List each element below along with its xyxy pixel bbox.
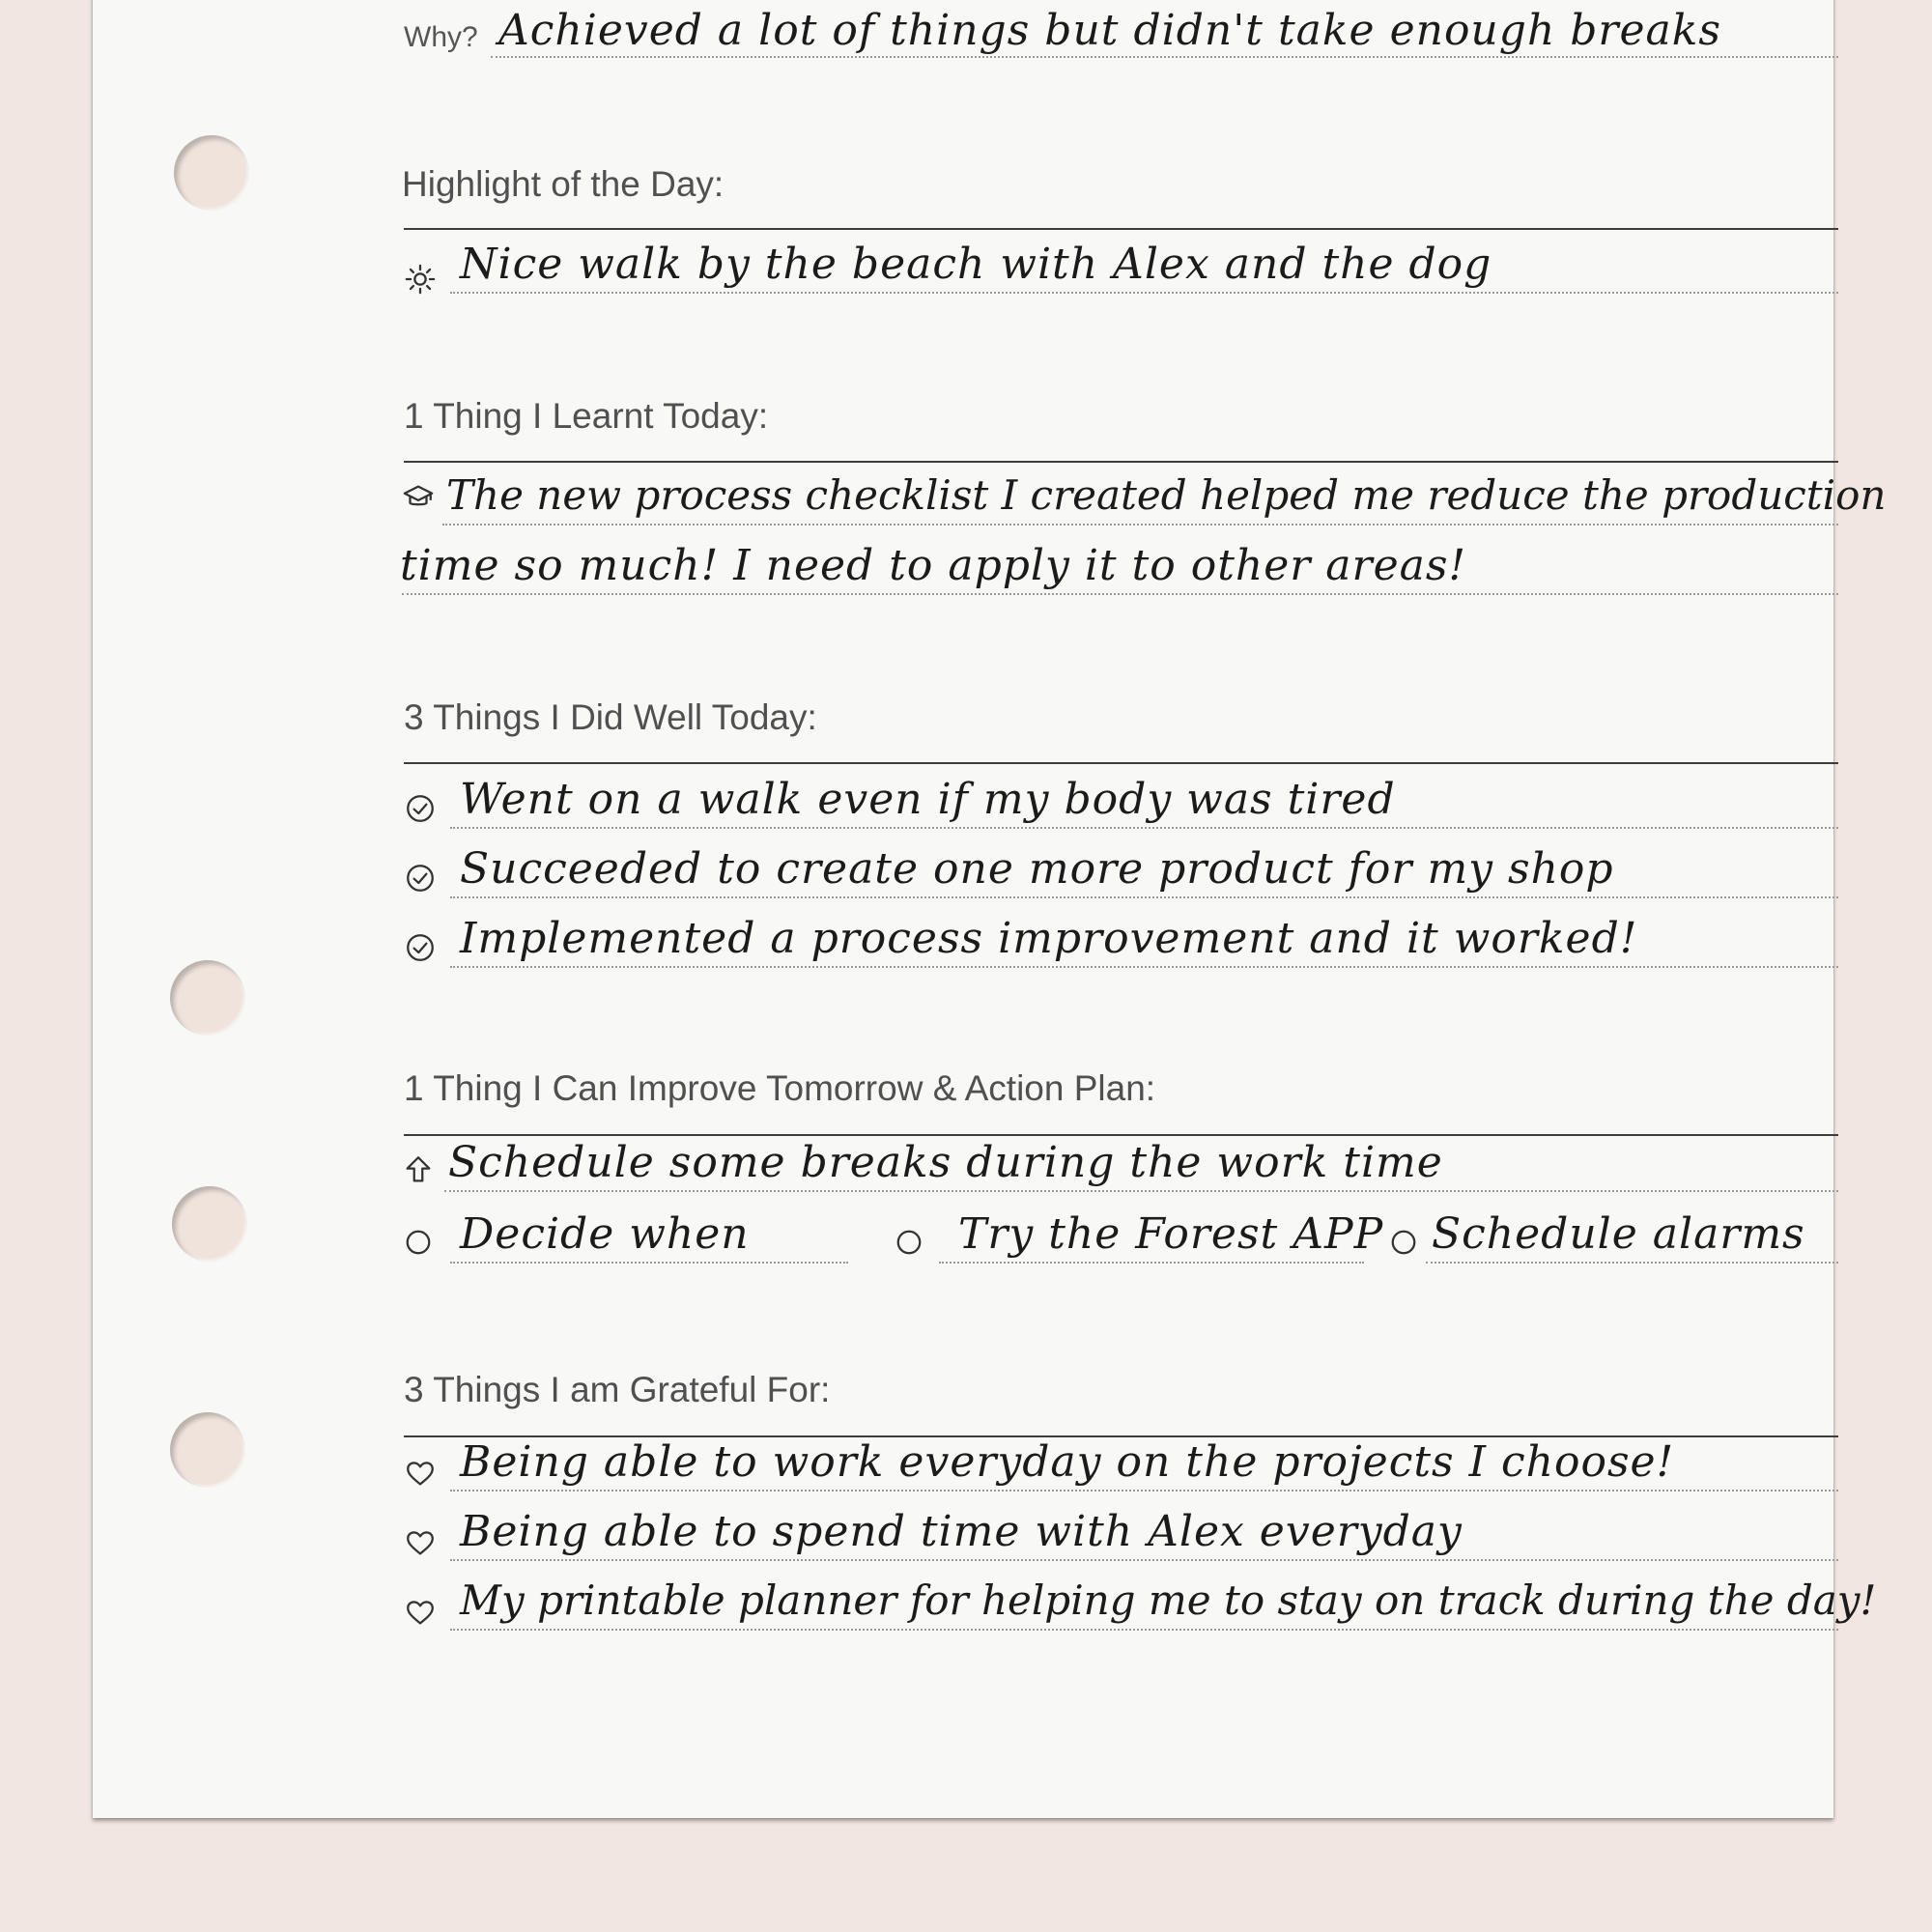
binder-hole <box>172 1186 247 1262</box>
arrow-up-icon <box>402 1153 435 1186</box>
did-well-item[interactable]: Went on a walk even if my body was tired <box>460 775 1396 824</box>
sun-icon <box>404 263 437 296</box>
heart-icon <box>404 1526 437 1559</box>
action-checkbox-icon[interactable] <box>1389 1228 1418 1257</box>
did-well-dotted-line <box>450 966 1838 968</box>
binder-hole <box>174 135 249 211</box>
check-circle-icon[interactable] <box>404 931 437 964</box>
highlight-title: Highlight of the Day: <box>402 164 724 204</box>
graduation-cap-icon <box>402 481 435 514</box>
section-rule <box>404 1134 1838 1136</box>
did-well-dotted-line <box>450 827 1838 829</box>
learnt-dotted-line <box>402 593 1838 595</box>
why-dotted-line <box>491 56 1838 58</box>
check-circle-icon[interactable] <box>404 862 437 895</box>
section-rule <box>404 762 1838 764</box>
improve-text[interactable]: Schedule some breaks during the work time <box>448 1138 1443 1187</box>
action-item[interactable]: Decide when <box>460 1209 750 1259</box>
heart-icon <box>404 1596 437 1629</box>
action-item[interactable]: Schedule alarms <box>1432 1209 1805 1259</box>
why-answer[interactable]: Achieved a lot of things but didn't take enough breaks <box>498 6 1721 55</box>
grateful-item[interactable]: My printable planner for helping me to stay on track during the day! <box>460 1577 1877 1624</box>
binder-hole <box>170 960 245 1036</box>
grateful-title: 3 Things I am Grateful For: <box>404 1370 831 1409</box>
grateful-dotted-line <box>450 1490 1838 1492</box>
grateful-item[interactable]: Being able to spend time with Alex everyday <box>460 1507 1463 1556</box>
action-dotted-line <box>1426 1262 1838 1264</box>
heart-icon <box>404 1457 437 1490</box>
action-checkbox-icon[interactable] <box>895 1228 923 1257</box>
learnt-line-1[interactable]: The new process checklist I created helped me reduce the production <box>446 471 1887 519</box>
did-well-title: 3 Things I Did Well Today: <box>404 697 817 737</box>
did-well-dotted-line <box>450 896 1838 898</box>
planner-page <box>93 0 1887 1818</box>
action-dotted-line <box>939 1262 1364 1264</box>
highlight-text[interactable]: Nice walk by the beach with Alex and the dog <box>460 240 1492 289</box>
binder-hole <box>170 1412 245 1488</box>
improve-dotted-line <box>444 1190 1838 1192</box>
did-well-item[interactable]: Succeeded to create one more product for my shop <box>460 844 1614 894</box>
learnt-line-2[interactable]: time so much! I need to apply it to other areas! <box>400 541 1467 590</box>
grateful-item[interactable]: Being able to work everyday on the projects I choose! <box>460 1437 1675 1487</box>
check-circle-icon[interactable] <box>404 792 437 825</box>
did-well-item[interactable]: Implemented a process improvement and it worked! <box>460 914 1638 963</box>
learnt-title: 1 Thing I Learnt Today: <box>404 396 769 436</box>
improve-title: 1 Thing I Can Improve Tomorrow & Action Plan: <box>404 1068 1156 1108</box>
section-rule <box>404 461 1838 463</box>
learnt-dotted-line <box>442 524 1838 526</box>
why-label: Why? <box>404 21 478 53</box>
highlight-dotted-line <box>450 292 1838 294</box>
grateful-dotted-line <box>450 1559 1838 1561</box>
grateful-dotted-line <box>450 1629 1838 1631</box>
action-item[interactable]: Try the Forest APP <box>958 1209 1384 1259</box>
section-rule <box>404 228 1838 230</box>
action-checkbox-icon[interactable] <box>404 1228 433 1257</box>
action-dotted-line <box>450 1262 848 1264</box>
